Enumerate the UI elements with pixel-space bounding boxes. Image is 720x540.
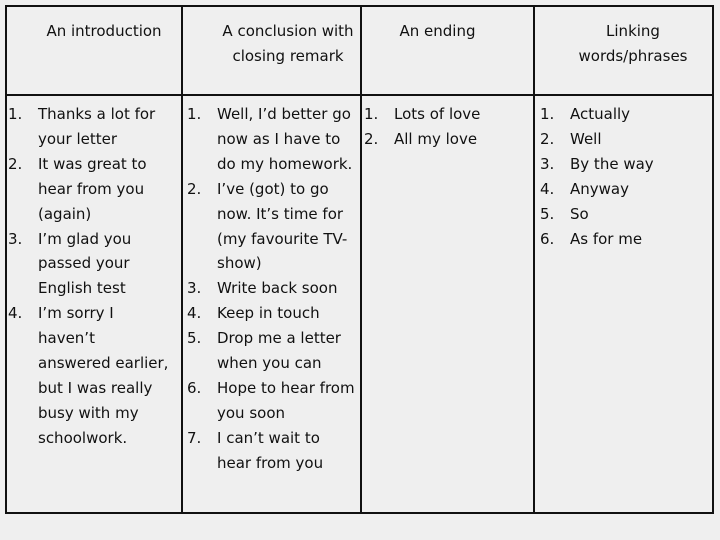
list-item: 5. So [540,204,589,223]
list-item: 1. Lots of love [364,105,481,123]
ending-list [364,102,530,152]
list-item: 1. Well, I’d better go now as I have to do my homework. [187,105,353,173]
list-item: 3. By the way [540,154,654,173]
header-ending: An ending [399,22,476,40]
list-item: 2. I’ve (got) to go now. It’s time for (my favourite TV-show) [187,179,348,273]
list-item: 5. Drop me a letter when you can [187,329,341,373]
list-item: 1. Actually [540,105,631,123]
list-item: 7. I can’t wait to hear from you [187,428,324,472]
column-divider [181,5,183,514]
list-item: 6. Hope to hear from you soon [187,378,355,422]
list-item: 2. All my love [364,129,478,148]
list-item: 6. As for me [540,229,643,248]
list-item: 1. Thanks a lot for your letter [8,105,156,148]
header-introduction: An introduction [46,22,162,40]
list-item: 4. I’m sorry I haven’t answered earlier, but I was really busy with my schoolwork. [8,304,169,447]
list-item: 3. Write back soon [187,279,338,298]
list-item: 3. I’m glad you passed your English test [8,229,132,298]
column-divider [533,5,535,514]
list-item: 4. Keep in touch [187,304,320,323]
list-item: 2. Well [540,129,602,148]
introduction-list [8,102,172,451]
header-linking: Linking words/phrases [578,22,688,65]
column-divider [360,5,362,514]
header-conclusion: A conclusion with closing remark [222,22,354,65]
conclusion-list [187,102,355,476]
list-item: 2. It was great to hear from you (again) [8,154,147,223]
header-divider [5,94,714,96]
list-item: 4. Anyway [540,179,629,198]
linking-list [540,102,710,251]
